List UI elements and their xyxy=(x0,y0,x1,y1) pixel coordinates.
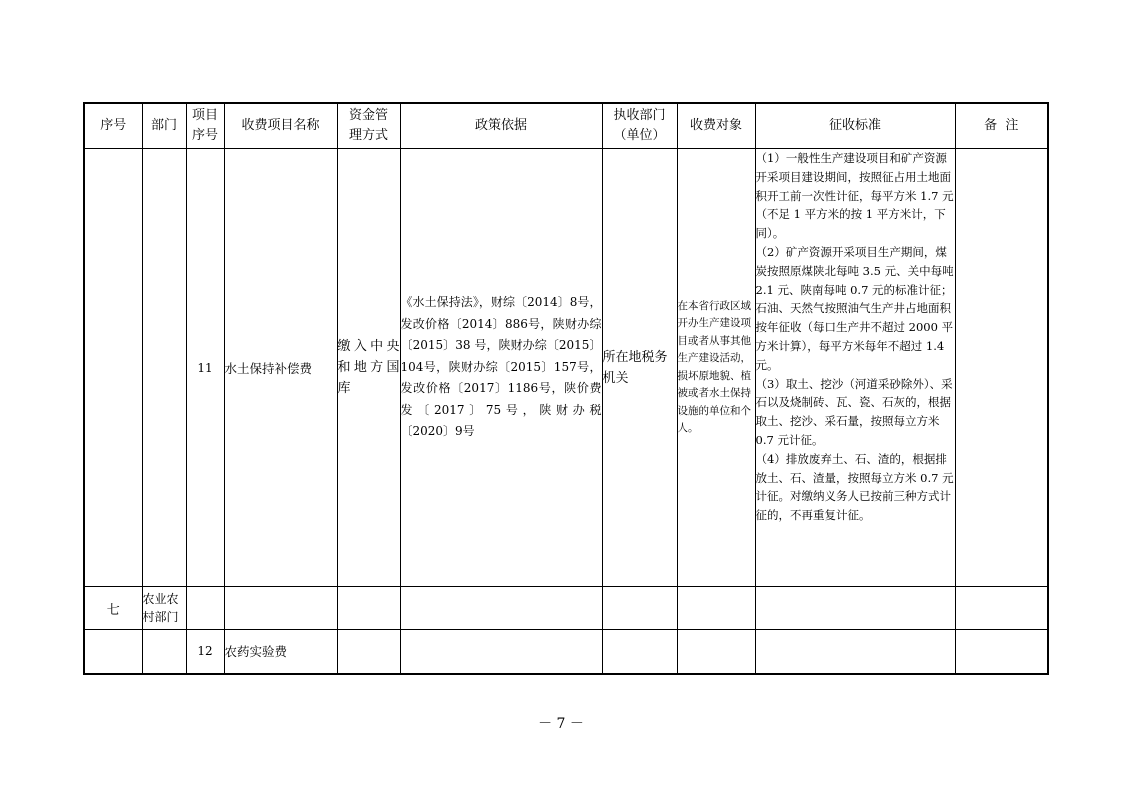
row-standard xyxy=(755,587,955,630)
standard-item-2: （2）矿产资源开采项目生产期间，煤炭按照原煤陕北每吨 3.5 元、关中每吨 2.1 元、陕南每吨 0.7 元的标准计征；石油、天然气按照油气生产井占地面积按年征收（每口生产井不超过 2000 平方米计算），每平方米每年不超过 1.4 元。 xyxy=(755,244,954,372)
header-fund-mgmt: 资金管 理方式 xyxy=(337,103,400,149)
row-standard xyxy=(755,630,955,674)
header-fee-name: 收费项目名称 xyxy=(224,103,337,149)
row-item-seq xyxy=(186,587,224,630)
row-target xyxy=(677,587,755,630)
header-exec-unit: 执收部门 （单位） xyxy=(602,103,677,149)
row-policy xyxy=(400,587,602,630)
header-remark: 备 注 xyxy=(955,103,1048,149)
row-target xyxy=(677,630,755,674)
row-fund-mgmt: 缴入中央和地方国库 xyxy=(337,149,400,587)
row-standard xyxy=(755,149,955,587)
header-standard: 征收标准 xyxy=(755,103,955,149)
row-seq xyxy=(84,149,142,587)
row-exec-unit xyxy=(602,630,677,674)
row-policy xyxy=(400,630,602,674)
standard-item-1: （1）一般性生产建设项目和矿产资源开采项目建设期间，按照征占用土地面积开工前一次性计征，每平方米 1.7 元（不足 1 平方米的按 1 平方米计，下同）。 xyxy=(755,151,954,241)
row-fee-name xyxy=(224,587,337,630)
row-target: 在本省行政区域开办生产建设项目或者从事其他生产建设活动，损坏原地貌、植被或者水土保持设施的单位和个人。 xyxy=(677,149,755,587)
row-fee-name: 水土保持补偿费 xyxy=(224,149,337,587)
header-dept: 部门 xyxy=(142,103,186,149)
row-fund-mgmt xyxy=(337,587,400,630)
table-row xyxy=(84,630,1048,674)
row-exec-unit: 所在地税务机关 xyxy=(602,149,677,587)
header-policy: 政策依据 xyxy=(400,103,602,149)
row-remark xyxy=(955,630,1048,674)
standard-item-3: （3）取土、挖沙（河道采砂除外）、采石以及烧制砖、瓦、瓷、石灰的，根据取土、挖沙、采石量，按照每立方米 0.7 元计征。 xyxy=(755,376,953,447)
row-fund-mgmt xyxy=(337,630,400,674)
header-seq: 序号 xyxy=(84,103,142,149)
row-remark xyxy=(955,149,1048,587)
row-seq: 七 xyxy=(84,587,142,630)
table-row xyxy=(84,587,1048,630)
header-item-seq: 项目 序号 xyxy=(186,103,224,149)
page-number: － 7 － xyxy=(538,716,584,732)
row-seq xyxy=(84,630,142,674)
row-item-seq: 11 xyxy=(186,149,224,587)
table-row xyxy=(84,149,1048,587)
row-dept xyxy=(142,630,186,674)
row-remark xyxy=(955,587,1048,630)
fee-table xyxy=(83,102,1049,675)
row-fee-name: 农药实验费 xyxy=(224,630,337,674)
standard-item-4: （4）排放废弃土、石、渣的，根据排放土、石、渣量，按照每立方米 0.7 元计征。对缴纳义务人已按前三种方式计征的，不再重复计征。 xyxy=(755,451,954,523)
header-target: 收费对象 xyxy=(677,103,755,149)
row-item-seq: 12 xyxy=(186,630,224,674)
row-exec-unit xyxy=(602,587,677,630)
header-row xyxy=(84,103,1048,149)
row-policy: 《水土保持法》，财综〔2014〕8号，发改价格〔2014〕886号，陕财办综〔2015〕38 号，陕财办综〔2015〕104号，陕财办综〔2015〕157号，发改价格〔2017〕1186号，陕价费发〔2017〕75号，陕财办税〔2020〕9号 xyxy=(400,149,602,587)
row-dept: 农业农村部门 xyxy=(142,587,186,630)
row-dept xyxy=(142,149,186,587)
